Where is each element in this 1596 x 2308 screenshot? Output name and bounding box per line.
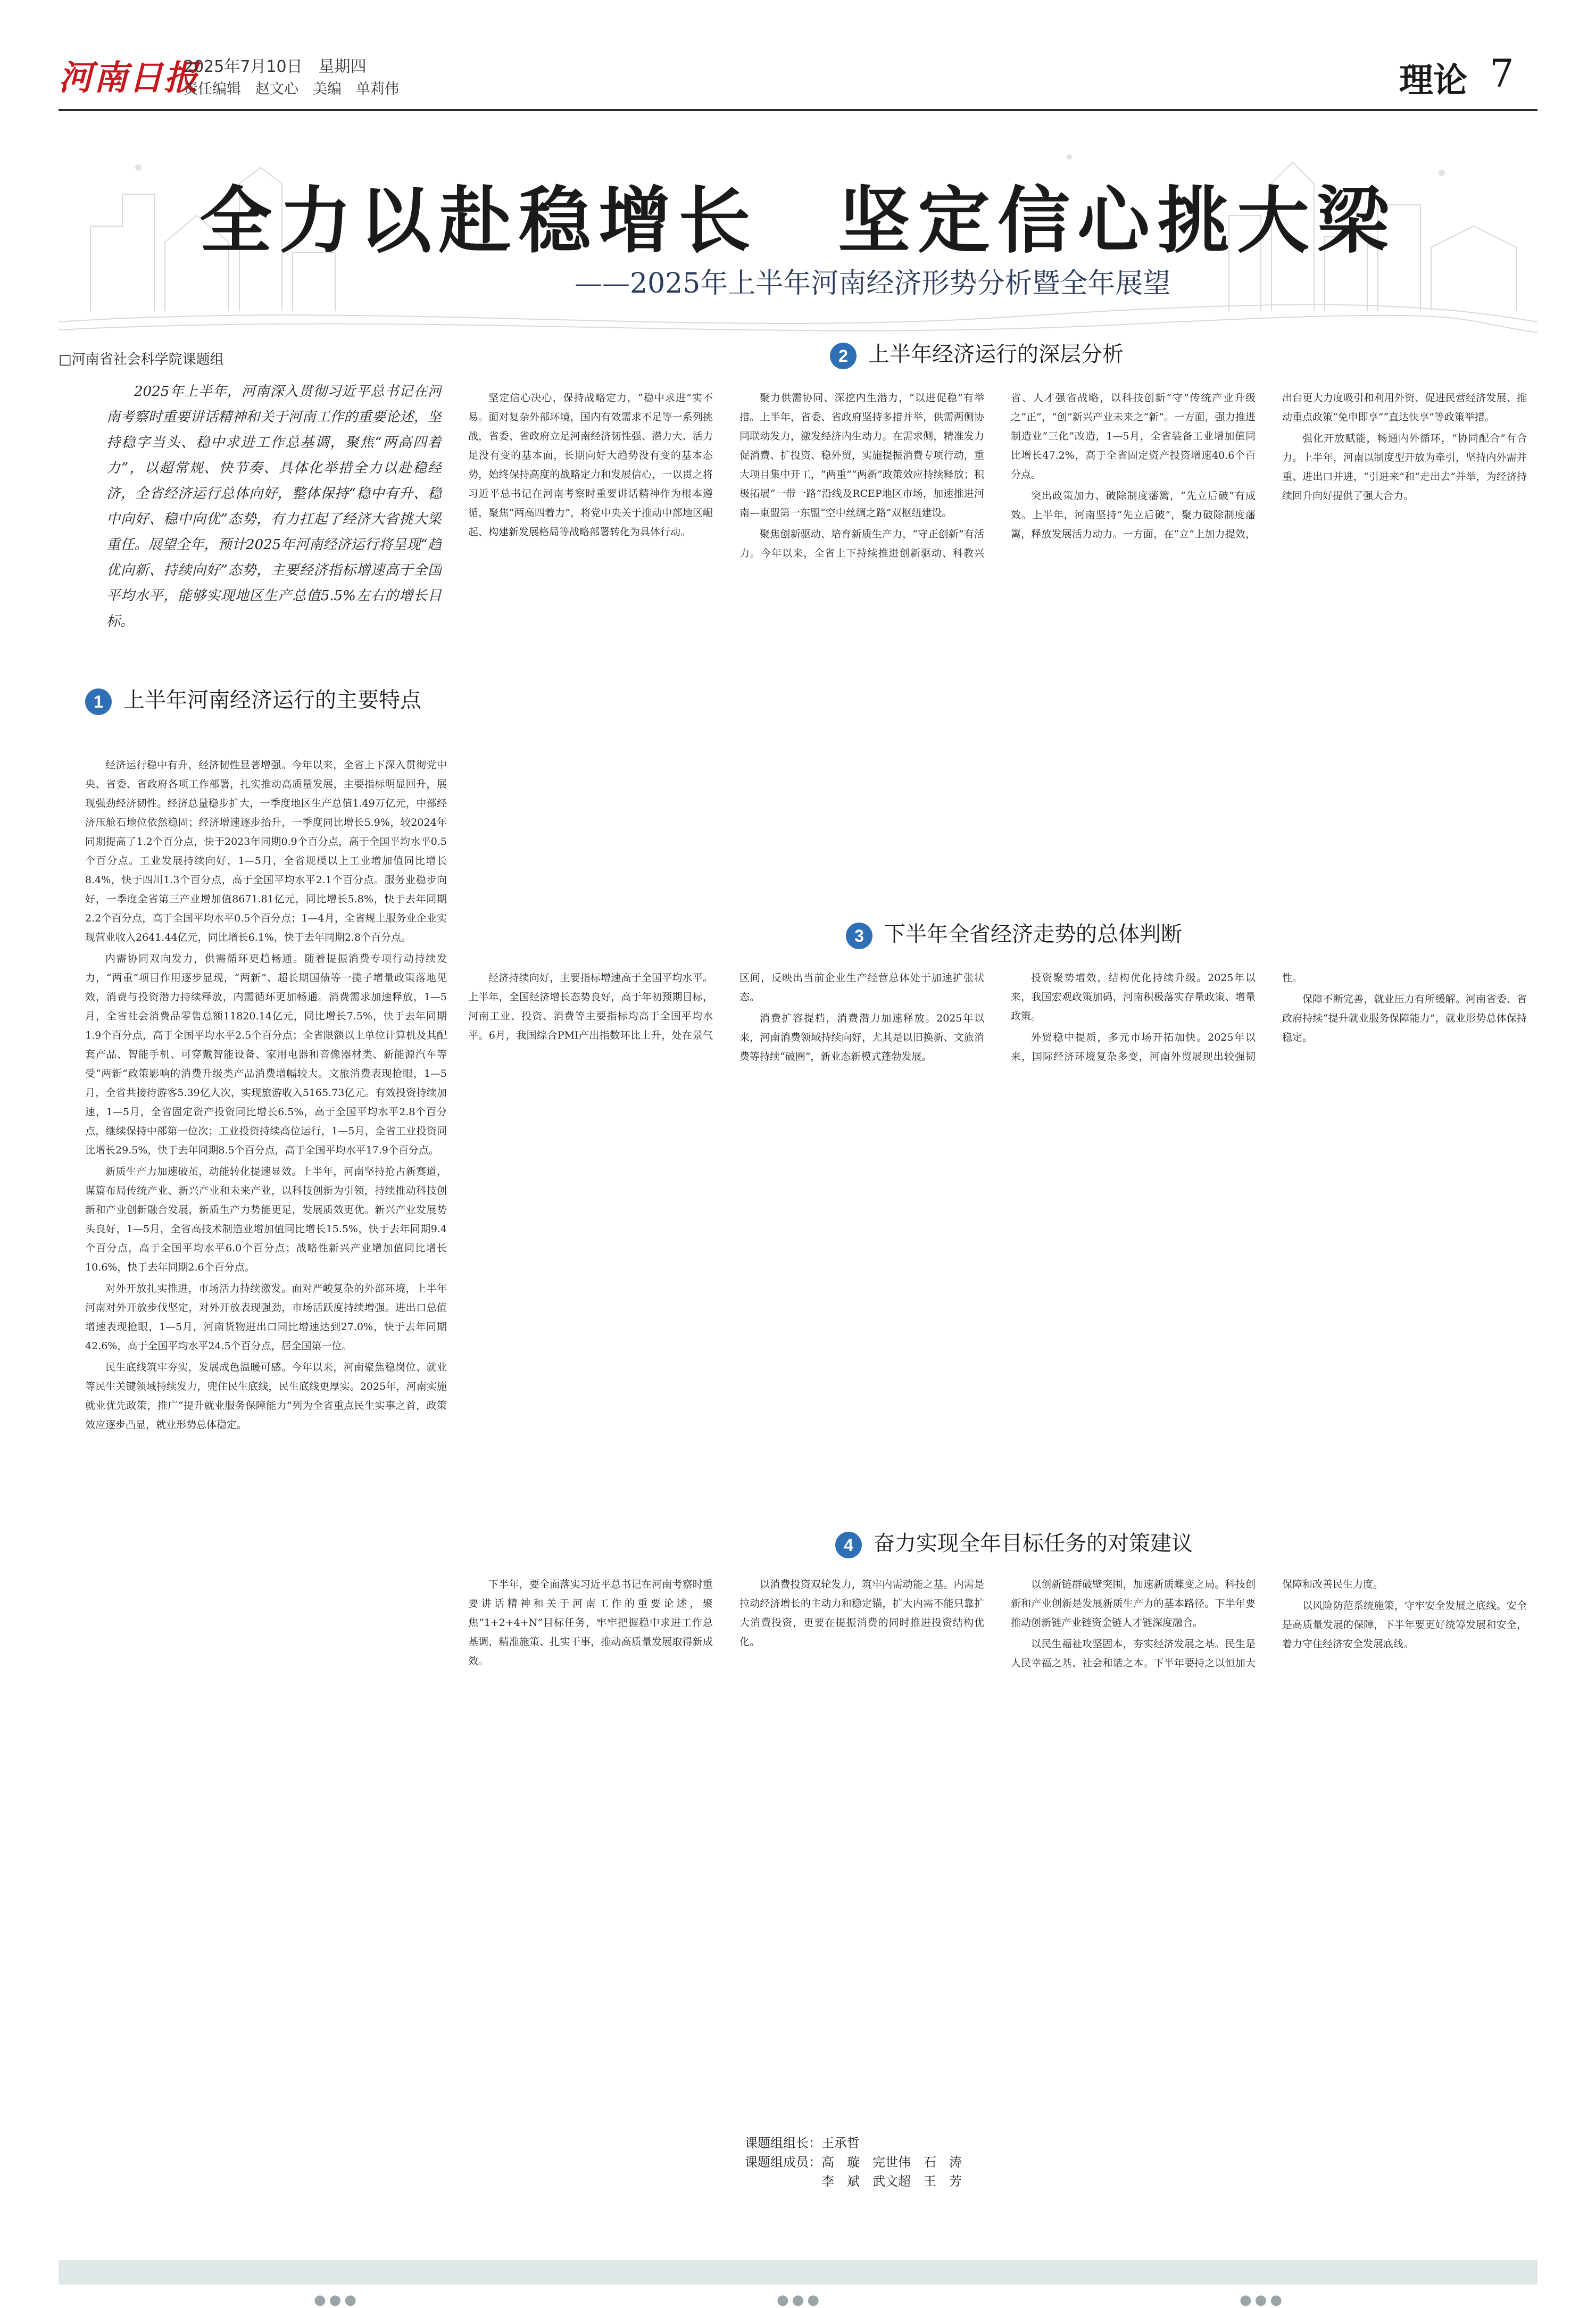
team-members-continued: 李 斌 武文超 王 芳 xyxy=(821,2174,962,2189)
paragraph: 民生底线筑牢夯实，发展成色温暖可感。今年以来，河南聚焦稳岗位、就业等民生关键领域持续发力，兜住民生底线，民生底线更厚实。2025年，河南实施就业优先政策，推广“提升就业服务保障能力”列为全省重点民生实事之首，政策效应逐步凸显，就业形势总体稳定。 xyxy=(85,1361,447,1431)
section-number-badge: 4 xyxy=(835,1532,862,1558)
section-1-body xyxy=(85,756,447,2102)
paragraph: 坚定信心决心，保持战略定力，“稳中求进”实不易。面对复杂外部环境，国内有效需求不足等一系列挑战，省委、省政府立足河南经济韧性强、潜力大、活力足没有变的基本面，长期向好大趋势没有变的基本态势，始终保持高度的战略定力和发展信心，一以贯之将习近平总书记在河南考察时重要讲话精神作为根本遵循，聚焦“两高四着力”，将党中央关于推动中部地区崛起、构建新发展格局等战略部署转化为具体行动。 xyxy=(468,392,713,538)
decorative-dots-left: ●●● xyxy=(314,2292,360,2308)
section-4-heading xyxy=(835,1530,1420,1558)
section-2-heading xyxy=(830,341,1362,369)
section-title: 上半年经济运行的深层分析 xyxy=(868,342,1124,367)
paragraph: 以消费投资双轮发力，筑牢内需动能之基。内需是拉动经济增长的主动力和稳定锚，扩大内需不能只靠扩大消费投资，更要在提振消费的同时推进投资结构优化。 xyxy=(739,1579,984,1648)
section-4-body xyxy=(468,1575,1527,2123)
paragraph: 对外开放扎实推进，市场活力持续激发。面对严峻复杂的外部环境，上半年河南对外开放步伐坚定，对外开放表现强劲，市场活跃度持续增强。进出口总值增速表现抢眼，1—5月，河南货物进出口同比增速达到27.0%，快于去年同期42.6%，高于全国平均水平24.5个百分点，居全国第一位。 xyxy=(85,1283,447,1352)
paragraph: 内需协同双向发力，供需循环更趋畅通。随着提振消费专项行动持续发力，“两重”项目作用逐步显现，“两新”、超长期国债等一揽子增量政策落地见效，消费与投资潜力持续释放，内需循环更加畅通。消费需求加速释放，1—5月，全省社会消费品零售总额11820.14亿元，同比增长7.5%，快于去年同期1.9个百分点，高于全国平均水平2.5个百分点；全省限额以上单位计算机及其配套产品、智能手机、可穿戴智能设备、家用电器和音像器材类、新能源汽车等受“两新”政策影响的消费升级类产品消费增幅较大。文旅消费表现抢眼，1—5月，全省共接待游客5.39亿人次，实现旅游收入5165.73亿元。有效投资持续加速，1—5月，全省固定资产投资同比增长6.5%，高于全国平均水平2.8个百分点，继续保持中部第一位次；工业投资持续高位运行，1—5月，全省工业投资同比增长29.5%，快于去年同期8.5个百分点，高于全国平均水平17.9个百分点。 xyxy=(85,953,447,1156)
issue-date: 2025年7月10日 星期四 xyxy=(184,57,367,76)
section-3-body xyxy=(468,968,1527,1522)
section-number-badge: 2 xyxy=(830,343,857,369)
paragraph: 经济持续向好，主要指标增速高于全国平均水平。上半年，全国经济增长态势良好，高于年初预期目标，河南工业、投资、消费等主要指标均高于全国平均水平。6月，我国综合PMI产出指数环比上升，处在景气区间，反映出当前企业生产经营总体处于加速扩张状态。 xyxy=(468,972,984,1041)
article-title: 全力以赴稳增长 坚定信心挑大梁 xyxy=(200,179,1396,263)
paragraph: 以创新链群破壁突围，加速新质蝶变之局。科技创新和产业创新是发展新质生产力的基本路径。下半年要推动创新链产业链资金链人才链深度融合。 xyxy=(1011,1579,1256,1629)
article-subtitle: ——2025年上半年河南经济形势分析暨全年展望 xyxy=(575,268,1171,300)
section-3-heading xyxy=(846,920,1431,949)
paragraph: 消费扩容提档，消费潜力加速释放。2025年以来，河南消费领域持续向好，尤其是以旧换新、文旅消费等持续“破圈”，新业态新模式蓬勃发展。 xyxy=(739,1012,984,1062)
paragraph: 聚焦创新驱动、培育新质生产力，“守正创新”有活力。今年以来，全省上下持续推进创新驱动、科教兴省、人才强省战略，以科技创新“守”传统产业升级之“正”，“创”新兴产业未来之“新”。一方面，强力推进制造业“三化”改造，1—5月，全省装备工业增加值同比增长47.2%，高于全省固定资产投资增速40.6个百分点。 xyxy=(739,392,1256,559)
paragraph: 突出政策加力、破除制度藩篱，“先立后破”有成效。上半年，河南坚持“先立后破”，聚力破除制度藩篱，释放发展活力动力。一方面，在“立”上加力提效，出台更大力度吸引和利用外资、促进民营经济发展、推动重点政策“免申即享”“直达快享”等政策举措。 xyxy=(1011,392,1527,540)
paragraph: 强化开放赋能，畅通内外循环，“协同配合”有合力。上半年，河南以制度型开放为牵引，坚持内外需并重、进出口并进，“引进来”和“走出去”并举，为经济持续回升向好提供了强大合力。 xyxy=(1282,433,1527,502)
paragraph: 保障不断完善，就业压力有所缓解。河南省委、省政府持续“提升就业服务保障能力”，就业形势总体保持稳定。 xyxy=(1282,993,1527,1043)
section-1-heading xyxy=(85,686,447,715)
research-team-credits xyxy=(745,2133,962,2191)
section-title: 奋力实现全年目标任务的对策建议 xyxy=(874,1531,1193,1556)
paragraph: 聚力供需协同、深挖内生潜力，“以进促稳”有举措。上半年，省委、省政府坚持多措并举，供需两侧协同联动发力，激发经济内生动力。在需求侧，精准发力促消费、扩投资、稳外贸，实施提振消费专项行动，重大项目集中开工，“两重”“两新”政策效应持续释放；积极拓展“一带一路”沿线及RCEP地区市场，加速推进河南—東盟第一东盟“空中丝绸之路”双枢纽建设。 xyxy=(739,392,984,519)
section-title: 下半年全省经济走势的总体判断 xyxy=(884,922,1182,947)
editor-credits: 责任编辑 赵文心 美编 单莉伟 xyxy=(184,81,399,97)
decorative-dots-right: ●●● xyxy=(1240,2292,1286,2308)
footer-bar xyxy=(59,2260,1537,2285)
article-lead xyxy=(106,379,442,671)
paragraph: 下半年，要全面落实习近平总书记在河南考察时重要讲话精神和关于河南工作的重要论述，聚焦“1+2+4+N”目标任务，牢牢把握稳中求进工作总基调，精准施策、扎实干事，推动高质量发展取得新成效。 xyxy=(468,1579,713,1667)
section-title: 上半年河南经济运行的主要特点 xyxy=(123,688,421,712)
paragraph: 新质生产力加速破茧，动能转化提速显效。上半年，河南坚持抢占新赛道，谋篇布局传统产业、新兴产业和未来产业，以科技创新为引领，持续推动科技创新和产业创新融合发展，新质生产力势能更足，发展质效更优。新兴产业发展势头良好，1—5月，全省高技术制造业增加值同比增长15.5%，快于去年同期9.4个百分点，高于全国平均水平6.0个百分点；战略性新兴产业增加值同比增长10.6%，快于去年同期2.6个百分点。 xyxy=(85,1166,447,1273)
paragraph: 以风险防范系统施策，守牢安全发展之底线。安全是高质量发展的保障，下半年要更好统筹发展和安全，着力守住经济安全发展底线。 xyxy=(1282,1600,1527,1650)
decorative-dots-center: ●●● xyxy=(777,2292,823,2308)
page-number: 7 xyxy=(1490,51,1514,96)
paragraph: 外贸稳中提质，多元市场开拓加快。2025年以来，国际经济环境复杂多变，河南外贸展现出较强韧性。 xyxy=(1011,972,1303,1062)
paragraph: 投资聚势增效，结构优化持续升级。2025年以来，我国宏观政策加码，河南积极落实存量政策、增量政策。 xyxy=(1011,972,1256,1022)
paragraph: 经济运行稳中有升，经济韧性显著增强。今年以来，全省上下深入贯彻党中央、省委、省政府各项工作部署，扎实推动高质量发展，主要指标明显回升，展现强劲经济韧性。经济总量稳步扩大，一季度地区生产总值1.49万亿元，中部经济压舱石地位依然稳固；经济增速逐步抬升，一季度同比增长5.9%，较2024年同期提高了1.2个百分点，快于2023年同期0.9个百分点，高于全国平均水平0.5个百分点。工业发展持续向好，1—5月，全省规模以上工业增加值同比增长8.4%，快于四川1.3个百分点，高于全国平均水平2.1个百分点。服务业稳步向好，一季度全省第三产业增加值8671.81亿元，同比增长5.8%，快于去年同期2.2个百分点，高于全国平均水平0.5个百分点；1—4月，全省规上服务业企业实现营业收入2641.44亿元，同比增长6.1%，快于去年同期2.8个百分点。 xyxy=(85,759,447,943)
team-leader: 课题组组长：王承哲 xyxy=(745,2136,860,2151)
section-number-badge: 1 xyxy=(85,688,112,715)
newspaper-masthead: 河南日报 xyxy=(59,58,199,98)
team-members: 课题组成员：高 璇 完世伟 石 涛 xyxy=(745,2155,962,2170)
lead-paragraph: 2025年上半年，河南深入贯彻习近平总书记在河南考察时重要讲话精神和关于河南工作的重要论述，坚持稳字当头、稳中求进工作总基调，聚焦“两高四着力”，以超常规、快节奏、具体化举措全力以赴稳经济，全省经济运行总体向好，整体保持“稳中有升、稳中向好、稳中向优”态势，有力扛起了经济大省挑大梁重任。展望全年，预计2025年河南经济运行将呈现“趋优向新、持续向好”态势，主要经济指标增速高于全国平均水平，能够实现地区生产总值5.5%左右的增长目标。 xyxy=(106,384,442,629)
paragraph: 以民生福祉攻坚固本，夯实经济发展之基。民生是人民幸福之基、社会和谐之本。下半年要持之以恒加大保障和改善民生力度。 xyxy=(1011,1579,1384,1669)
header-rule xyxy=(59,109,1537,111)
section-number-badge: 3 xyxy=(846,923,872,949)
section-name: 理论 xyxy=(1399,61,1467,101)
author-organization: □河南省社会科学院课题组 xyxy=(59,352,224,368)
section-2-body xyxy=(468,388,1527,920)
